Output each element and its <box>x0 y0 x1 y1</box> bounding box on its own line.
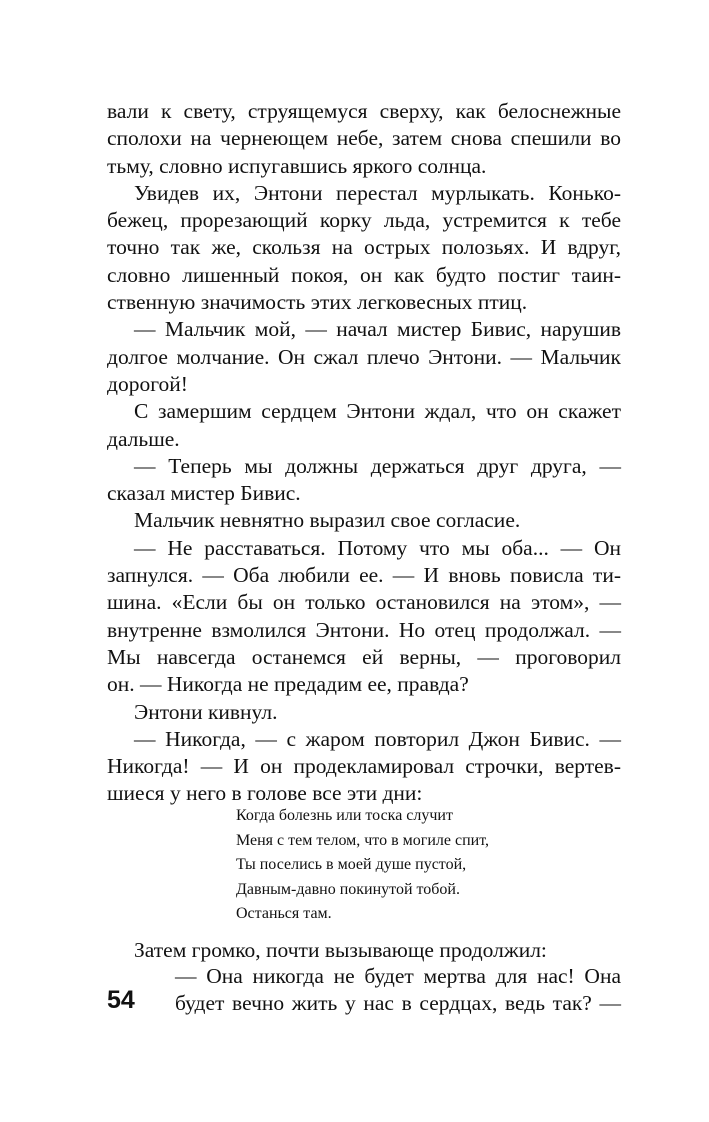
text-line: дальше. <box>107 426 180 451</box>
text-line: ственную значимость этих легковесных птиц. <box>107 290 528 315</box>
text-line: сказал мистер Бивис. <box>107 481 301 506</box>
text-line: запнулся. — Оба любили ее. — И вновь повисла ти- <box>107 563 621 588</box>
poem-line: Останься там. <box>236 905 332 922</box>
text-line: бежец, прорезающий корку льда, устремится к тебе <box>107 208 621 233</box>
text-line: он. — Никогда не предадим ее, правда? <box>107 672 469 697</box>
text-line: — Она никогда не будет мертва для нас! Она <box>175 964 621 988</box>
bottom-text <box>175 963 621 1018</box>
poem-line: Давным-давно покинутой тобой. <box>236 880 460 898</box>
text-line: Энтони кивнул. <box>134 699 278 724</box>
text-line: Увидев их, Энтони перестал мурлыкать. Конько- <box>134 180 621 205</box>
text-line: Мы навсегда останемся ей верны, — проговорил <box>107 644 621 669</box>
text-line: — Теперь мы должны держаться друг друга, — <box>134 453 621 478</box>
text-line: — Никогда, — с жаром повторил Джон Бивис. — <box>134 726 621 751</box>
text-line: Мальчик невнятно выразил свое согласие. <box>134 508 521 533</box>
text-line: шина. «Если бы он только остановился на этом», — <box>107 590 621 615</box>
text-line: — Не расставаться. Потому что мы оба... — Он <box>134 535 621 560</box>
text-line: точно так же, скользя на острых полозьях. И вдруг, <box>107 235 621 260</box>
text-line: сполохи на чернеющем небе, затем снова спешили во <box>107 126 621 151</box>
poem-line: Когда болезнь или тоска случит <box>236 807 453 824</box>
text-line: С замершим сердцем Энтони ждал, что он скажет <box>134 399 621 424</box>
text-line: тьму, словно испугавшись яркого солнца. <box>107 153 487 178</box>
text-line: Никогда! — И он продекламировал строчки, вертев- <box>107 754 621 779</box>
text-line: долгое молчание. Он сжал плечо Энтони. — Мальчик <box>107 344 621 369</box>
text-line: словно лишенный покоя, он как будто постиг таин- <box>107 262 621 287</box>
text-line: внутренне взмолился Энтони. Но отец продолжал. — <box>107 617 621 642</box>
poem-excerpt <box>236 804 489 927</box>
text-line: вали к свету, струящемуся сверху, как белоснежные <box>107 99 621 123</box>
after-poem-line: Затем громко, почти вызывающе продолжил: <box>134 938 547 962</box>
text-line: дорогой! <box>107 371 188 396</box>
poem-line: Ты поселись в моей душе пустой, <box>236 856 467 873</box>
text-line: шиеся у него в голове все эти дни: <box>107 781 423 806</box>
poem-line: Меня с тем телом, что в могиле спит, <box>236 831 489 849</box>
text-line: будет вечно жить у нас в сердцах, ведь так? — <box>175 991 621 1016</box>
body-text <box>107 98 621 808</box>
page-number: 54 <box>107 986 135 1014</box>
text-line: — Мальчик мой, — начал мистер Бивис, нарушив <box>134 317 621 342</box>
